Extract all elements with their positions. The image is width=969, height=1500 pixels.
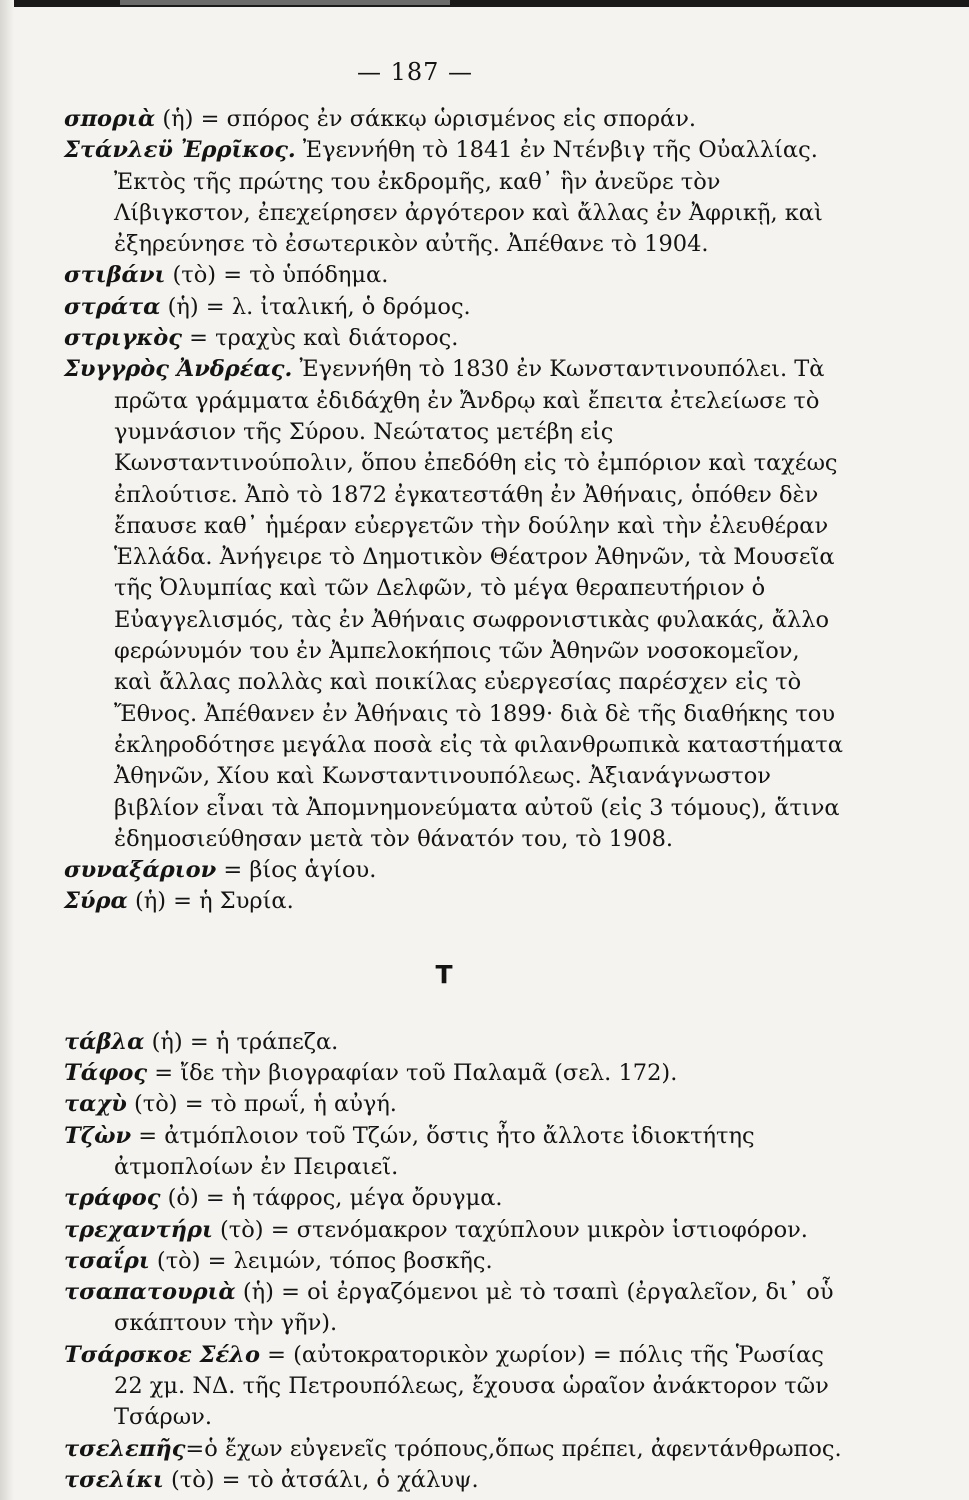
entry-headword: τάβλα	[64, 1028, 145, 1055]
entry-headword: συναξάριον	[64, 857, 217, 884]
dictionary-entries	[64, 104, 844, 1496]
entry-definition: = (αὐτοκρατορικὸν χωρίον) = πόλις τῆς Ῥωσίας 22 χμ. ΝΔ. τῆς Πετρουπόλεως, ἔχουσα ὡραῖον ἀνάκτορον τῶν Τσάρων.	[114, 1341, 829, 1431]
entry-headword: τρεχαντήρι	[64, 1216, 213, 1243]
entry-definition: = τραχὺς καὶ διάτορος.	[182, 325, 459, 352]
entry-syra	[64, 886, 844, 917]
entry-definition: (ἡ) = ἡ τράπεζα.	[144, 1028, 339, 1055]
entry-headword: τράφος	[64, 1185, 161, 1212]
entry-headword: τσαπατουριὰ	[64, 1279, 236, 1306]
entry-syngros	[64, 354, 844, 855]
entry-definition: (τὸ) = τὸ πρωΐ, ἡ αὐγή.	[126, 1091, 397, 1118]
entry-strigkos	[64, 323, 844, 354]
page-top-edge-highlight	[120, 0, 450, 5]
entry-definition: (τὸ) = τὸ ἀτσάλι, ὁ χάλυψ.	[163, 1466, 479, 1493]
entry-headword: στράτα	[64, 293, 161, 320]
entry-definition: (τὸ) = λειμών, τόπος βοσκῆς.	[149, 1247, 493, 1274]
entry-headword: Στάνλεϋ Ἐρρῖκος.	[64, 137, 296, 164]
entry-tsairi	[64, 1246, 844, 1277]
entry-definition: =ὁ ἔχων εὐγενεῖς τρόπους,ὅπως πρέπει, ἀφεντάνθρωπος.	[185, 1435, 842, 1462]
entry-stanley	[64, 135, 844, 260]
entry-definition: (τὸ) = τὸ ὑπόδημα.	[165, 262, 389, 289]
entry-headword: Συγγρὸς Ἀνδρέας.	[64, 356, 293, 383]
entry-tzon	[64, 1121, 844, 1184]
entry-definition: = ἴδε τὴν βιογραφίαν τοῦ Παλαμᾶ (σελ. 172).	[147, 1060, 678, 1087]
entry-tafos	[64, 1058, 844, 1089]
entry-headword: Σύρα	[64, 888, 128, 915]
entry-definition: (ὁ) = ἡ τάφρος, μέγα ὄρυγμα.	[160, 1185, 503, 1212]
entry-definition: (ἡ) = ἡ Συρία.	[127, 888, 294, 915]
entry-stivani	[64, 260, 844, 291]
entry-headword: στριγκὸς	[64, 325, 183, 352]
entry-sporia	[64, 104, 844, 135]
entry-tseliki	[64, 1465, 844, 1496]
page-left-edge-shadow	[0, 0, 14, 1500]
entry-definition: (ἡ) = λ. ἰταλική, ὁ δρόμος.	[160, 293, 471, 320]
entry-definition: (τὸ) = στενόμακρον ταχύπλουν μικρὸν ἱστιοφόρον.	[212, 1216, 808, 1243]
entry-tsapatouria	[64, 1277, 844, 1340]
entry-headword: Τάφος	[64, 1060, 148, 1087]
entry-headword: ταχὺ	[64, 1091, 127, 1118]
entry-headword: στιβάνι	[64, 262, 166, 289]
entry-headword: Τζὼν	[64, 1122, 132, 1149]
entry-headword: τσελεπῆς	[64, 1435, 186, 1462]
entry-definition: Ἐγεννήθη τὸ 1841 ἐν Ντένβιγ τῆς Οὐαλλίας. Ἐκτὸς τῆς πρώτης του ἐκδρομῆς, καθ᾽ ἣν ἀνεῦρε τὸν Λίβιγκστον, ἐπεχείρησεν ἀργότερον καὶ ἄλλας ἐν Ἀφρικῇ, καὶ ἐξηρεύνησε τὸ ἐσωτερικὸν αὐτῆς. Ἀπέθανε τὸ 1904.	[114, 137, 823, 258]
entry-tsarskoe-selo	[64, 1340, 844, 1434]
entry-headword: Τσάρσκοε Σέλο	[64, 1341, 260, 1368]
entry-definition: = ἀτμόπλοιον τοῦ Τζών, ὅστις ἦτο ἄλλοτε ἰδιοκτήτης ἀτμοπλοίων ἐν Πειραιεῖ.	[114, 1122, 755, 1180]
entry-tselepis	[64, 1434, 844, 1465]
entry-trafos	[64, 1183, 844, 1214]
entry-definition: (ἡ) = οἱ ἐργαζόμενοι μὲ τὸ τσαπὶ (ἐργαλεῖον, δι᾽ οὗ σκάπτουν τὴν γῆν).	[114, 1279, 834, 1337]
entry-tachy	[64, 1089, 844, 1120]
entry-headword: σποριὰ	[64, 106, 156, 132]
entry-headword: τσαΐρι	[64, 1247, 150, 1274]
section-letter-heading: Τ	[435, 959, 453, 989]
entry-trechantiri	[64, 1215, 844, 1246]
entry-definition: = βίος ἁγίου.	[216, 857, 377, 884]
entry-synaxarion	[64, 855, 844, 886]
entry-strata	[64, 292, 844, 323]
page-number: — 187 —	[356, 58, 474, 86]
entry-tavla	[64, 1027, 844, 1058]
entry-headword: τσελίκι	[64, 1466, 164, 1493]
entry-definition: (ἡ) = σπόρος ἐν σάκκῳ ὡρισμένος εἰς σποράν.	[155, 106, 697, 132]
entry-definition: Ἐγεννήθη τὸ 1830 ἐν Κωνσταντινουπόλει. Τὰ πρῶτα γράμματα ἐδιδάχθη ἐν Ἄνδρῳ καὶ ἔπειτα ἐτελείωσε τὸ γυμνάσιον τῆς Σύρου. Νεώτατος μετέβη εἰς Κωνσταντινούπολιν, ὅπου ἐπεδόθη εἰς τὸ ἐμπόριον καὶ ταχέως ἐπλούτισε. Ἀπὸ τὸ 1872 ἐγκατεστάθη ἐν Ἀθήναις, ὁπόθεν δὲν ἔπαυσε καθ᾽ ἡμέραν εὐεργετῶν τὴν δούλην καὶ τὴν ἐλευθέραν Ἑλλάδα. Ἀνήγειρε τὸ Δημοτικὸν Θέατρον Ἀθηνῶν, τὰ Μουσεῖα τῆς Ὀλυμπίας καὶ τῶν Δελφῶν, τὸ μέγα θεραπευτήριον ὁ Εὐαγγελισμός, τὰς ἐν Ἀθήναις σωφρονιστικὰς φυλακάς, ἄλλο φερώνυμόν του ἐν Ἀμπελοκήποις τῶν Ἀθηνῶν νοσοκομεῖον, καὶ ἄλλας πολλὰς καὶ ποικίλας εὐεργεσίας παρέσχεν εἰς τὸ Ἔθνος. Ἀπέθανεν ἐν Ἀθήναις τὸ 1899· διὰ δὲ τῆς διαθήκης του ἐκληροδότησε μεγάλα ποσὰ εἰς τὰ φιλανθρωπικὰ καταστήματα Ἀθηνῶν, Χίου καὶ Κωνσταντινουπόλεως. Ἀξιανάγνωστον βιβλίον εἶναι τὰ Ἀπομνημονεύματα αὐτοῦ (εἰς 3 τόμους), ἅτινα ἐδημοσιεύθησαν μετὰ τὸν θάνατόν του, τὸ 1908.	[114, 356, 843, 852]
